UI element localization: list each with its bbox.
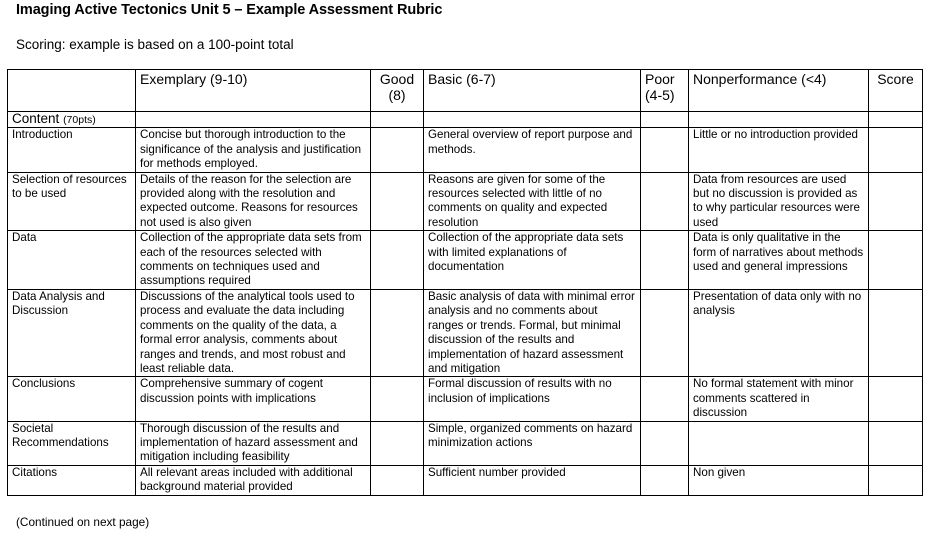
cell-basic: Simple, organized comments on hazard minimization actions xyxy=(424,421,641,465)
cell-category: Data Analysis and Discussion xyxy=(8,289,136,376)
header-exemplary: Exemplary (9-10) xyxy=(136,70,371,112)
cell-exemplary: All relevant areas included with additional background material provided xyxy=(136,465,371,495)
cell-score xyxy=(869,421,923,465)
table-row xyxy=(8,289,923,376)
cell-good xyxy=(371,289,424,376)
cell-exemplary: Thorough discussion of the results and implementation of hazard assessment and mitigation including feasibility xyxy=(136,421,371,465)
cell-category: Introduction xyxy=(8,128,136,172)
cell-exemplary: Comprehensive summary of cogent discussion points with implications xyxy=(136,377,371,421)
cell-nonperformance: Data from resources are used but no discussion is provided as to why particular resources were used xyxy=(689,172,869,231)
header-nonperformance: Nonperformance (<4) xyxy=(689,70,869,112)
cell-nonperformance: Presentation of data only with no analysis xyxy=(689,289,869,376)
cell-score xyxy=(869,128,923,172)
section-points: (70pts) xyxy=(63,114,96,126)
cell-good xyxy=(371,128,424,172)
cell-basic: Formal discussion of results with no inclusion of implications xyxy=(424,377,641,421)
cell-poor xyxy=(641,231,689,290)
cell-exemplary: Concise but thorough introduction to the significance of the analysis and justification for methods employed. xyxy=(136,128,371,172)
section-blank xyxy=(869,112,923,128)
header-score: Score xyxy=(869,70,923,112)
cell-category: Societal Recommendations xyxy=(8,421,136,465)
cell-score xyxy=(869,172,923,231)
cell-poor xyxy=(641,465,689,495)
section-blank xyxy=(424,112,641,128)
cell-basic: Sufficient number provided xyxy=(424,465,641,495)
cell-category: Selection of resources to be used xyxy=(8,172,136,231)
cell-good xyxy=(371,231,424,290)
table-row xyxy=(8,172,923,231)
table-row xyxy=(8,377,923,421)
cell-exemplary: Details of the reason for the selection are provided along with the resolution and expected outcome. Reasons for resources not used is also given xyxy=(136,172,371,231)
cell-nonperformance: No formal statement with minor comments scattered in discussion xyxy=(689,377,869,421)
cell-category: Conclusions xyxy=(8,377,136,421)
cell-score xyxy=(869,289,923,376)
section-blank xyxy=(371,112,424,128)
cell-poor xyxy=(641,172,689,231)
cell-exemplary: Discussions of the analytical tools used to process and evaluate the data including comments on the quality of the data, a formal error analysis, comments about ranges and trends, and most robust and least reliable data. xyxy=(136,289,371,376)
cell-score xyxy=(869,465,923,495)
cell-basic: General overview of report purpose and methods. xyxy=(424,128,641,172)
table-row xyxy=(8,465,923,495)
cell-score xyxy=(869,377,923,421)
table-row xyxy=(8,128,923,172)
section-label: Content (70pts) xyxy=(8,112,136,128)
cell-score xyxy=(869,231,923,290)
cell-nonperformance: Little or no introduction provided xyxy=(689,128,869,172)
header-poor: Poor (4-5) xyxy=(641,70,689,112)
cell-nonperformance: Non given xyxy=(689,465,869,495)
cell-good xyxy=(371,377,424,421)
cell-category: Citations xyxy=(8,465,136,495)
section-blank xyxy=(641,112,689,128)
table-row xyxy=(8,421,923,465)
cell-category: Data xyxy=(8,231,136,290)
header-good: Good (8) xyxy=(371,70,424,112)
cell-poor xyxy=(641,289,689,376)
continued-note: (Continued on next page) xyxy=(16,515,150,529)
cell-nonperformance: Data is only qualitative in the form of narratives about methods used and general impressions xyxy=(689,231,869,290)
document-title: Imaging Active Tectonics Unit 5 – Example Assessment Rubric xyxy=(16,2,443,18)
cell-poor xyxy=(641,128,689,172)
section-blank xyxy=(689,112,869,128)
cell-basic: Basic analysis of data with minimal error analysis and no comments about ranges or trends. Formal, but minimal discussion of the results and implementation of hazard assessment and mitigation xyxy=(424,289,641,376)
cell-good xyxy=(371,465,424,495)
section-row xyxy=(8,112,923,128)
scoring-note: Scoring: example is based on a 100-point total xyxy=(16,37,294,52)
rubric-table xyxy=(7,69,923,496)
header-blank xyxy=(8,70,136,112)
section-blank xyxy=(136,112,371,128)
cell-poor xyxy=(641,421,689,465)
cell-nonperformance xyxy=(689,421,869,465)
cell-exemplary: Collection of the appropriate data sets from each of the resources selected with comments on techniques used and assumptions required xyxy=(136,231,371,290)
header-row xyxy=(8,70,923,112)
table-row xyxy=(8,231,923,290)
cell-poor xyxy=(641,377,689,421)
cell-good xyxy=(371,172,424,231)
header-basic: Basic (6-7) xyxy=(424,70,641,112)
cell-good xyxy=(371,421,424,465)
cell-basic: Collection of the appropriate data sets with limited explanations of documentation xyxy=(424,231,641,290)
cell-basic: Reasons are given for some of the resources selected with little of no comments on quality and expected resolution xyxy=(424,172,641,231)
